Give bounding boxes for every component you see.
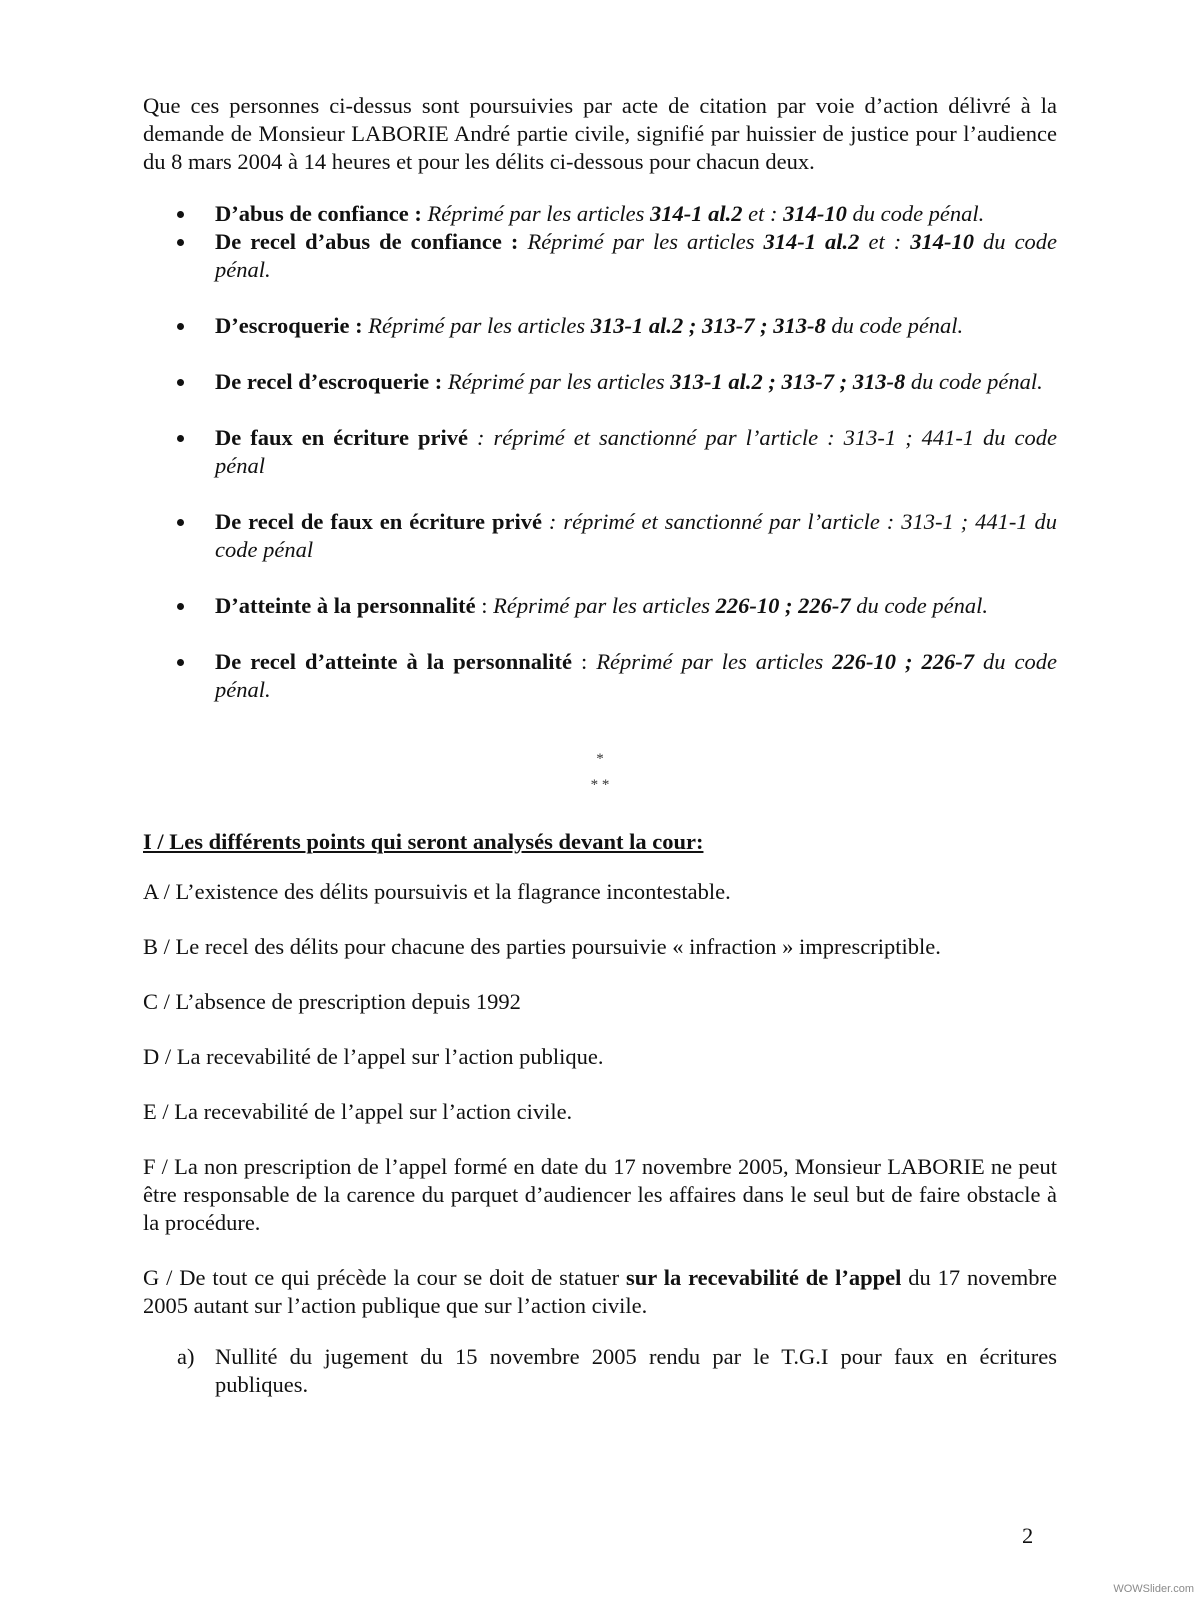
point-c: C / L’absence de prescription depuis 1992 (143, 989, 521, 1014)
charge-item: De faux en écriture privé : réprimé et sanctionné par l’article : 313-1 ; 441-1 du code pénal (143, 424, 1057, 480)
charge-item: De recel d’escroquerie : Réprimé par les articles 313-1 al.2 ; 313-7 ; 313-8 du code pénal. (143, 368, 1057, 396)
bullet-icon (177, 659, 184, 666)
charge-item: De recel d’atteinte à la personnalité : Réprimé par les articles 226-10 ; 226-7 du code pénal. (143, 648, 1057, 704)
section-separator (143, 746, 1057, 798)
bullet-icon (177, 211, 184, 218)
bullet-icon (177, 379, 184, 386)
document-page (143, 92, 1057, 1399)
point-d: D / La recevabilité de l’appel sur l’action publique. (143, 1044, 604, 1069)
intro-paragraph: Que ces personnes ci-dessus sont poursuivies par acte de citation par voie d’action délivré à la demande de Monsieur LABORIE André partie civile, signifié par huissier de justice pour l’audience du 8 mars 2004 à 14 heures et pour les délits ci-dessous pour chacun deux. (143, 93, 1057, 174)
charge-item: D’atteinte à la personnalité : Réprimé par les articles 226-10 ; 226-7 du code pénal. (143, 592, 1057, 620)
bullet-icon (177, 603, 184, 610)
sub-item-text: Nullité du jugement du 15 novembre 2005 rendu par le T.G.I pour faux en écritures publiques. (215, 1344, 1057, 1397)
point-b: B / Le recel des délits pour chacune des parties poursuivie « infraction » imprescriptible. (143, 934, 941, 959)
watermark: WOWSlider.com (1113, 1583, 1194, 1595)
charge-item: D’escroquerie : Réprimé par les articles 313-1 al.2 ; 313-7 ; 313-8 du code pénal. (143, 312, 1057, 340)
bullet-icon (177, 239, 184, 246)
point-g: G / De tout ce qui précède la cour se doit de statuer sur la recevabilité de l’appel du 17 novembre 2005 autant sur l’action publique que sur l’action civile. (143, 1265, 1058, 1318)
sub-item-label: a) (177, 1344, 195, 1369)
bullet-icon (177, 435, 184, 442)
bullet-icon (177, 519, 184, 526)
charge-item: De recel de faux en écriture privé : réprimé et sanctionné par l’article : 313-1 ; 441-1 du code pénal (143, 508, 1057, 564)
charge-item: D’abus de confiance : Réprimé par les articles 314-1 al.2 et : 314-10 du code pénal. (143, 200, 1057, 228)
sub-item-a (143, 1343, 1057, 1399)
asterisk-top: * (596, 751, 604, 767)
section-heading: I / Les différents points qui seront analysés devant la cour: (143, 829, 704, 854)
charge-item: De recel d’abus de confiance : Réprimé par les articles 314-1 al.2 et : 314-10 du code pénal. (143, 228, 1057, 284)
point-e: E / La recevabilité de l’appel sur l’action civile. (143, 1099, 573, 1124)
bullet-icon (177, 323, 184, 330)
point-f: F / La non prescription de l’appel formé en date du 17 novembre 2005, Monsieur LABORIE ne peut être responsable de la carence du parquet d’audiencer les affaires dans le seul but de faire obstacle à la procédure. (143, 1154, 1057, 1235)
page-number: 2 (1022, 1523, 1034, 1548)
charges-list (143, 200, 1057, 704)
point-a: A / L’existence des délits poursuivis et la flagrance incontestable. (143, 879, 731, 904)
asterisk-bottom: * * (590, 777, 610, 793)
